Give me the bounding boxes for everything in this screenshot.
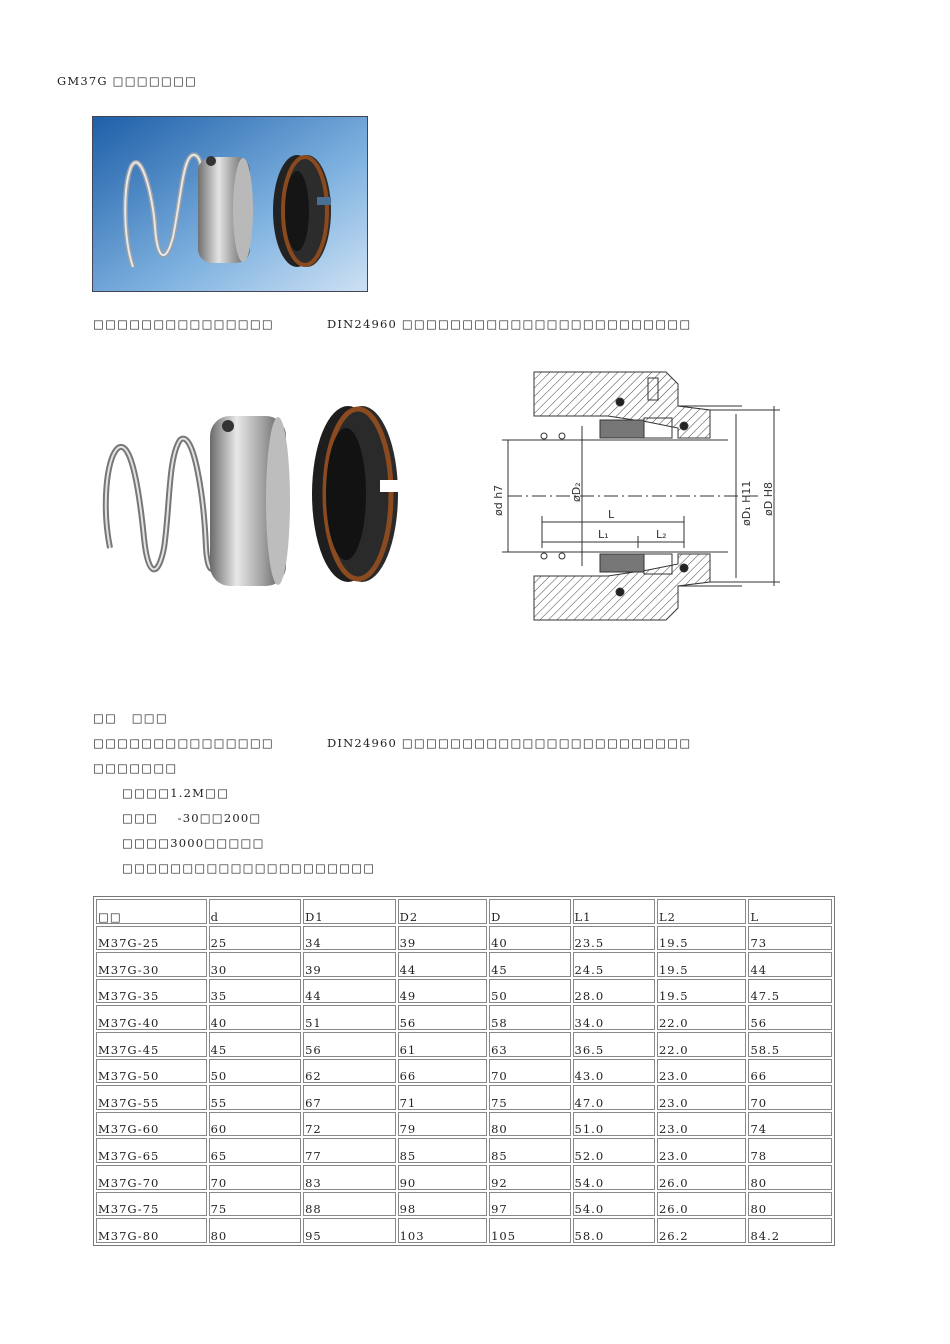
table-cell: 23.0 (657, 1085, 746, 1110)
table-cell: 47.0 (573, 1085, 655, 1110)
table-cell: 77 (303, 1138, 396, 1163)
table-row (96, 926, 832, 951)
table-cell: M37G-60 (96, 1112, 207, 1137)
table-cell: 95 (303, 1218, 396, 1243)
params-heading: □□□□□□□ (93, 761, 178, 775)
table-cell: 71 (398, 1085, 487, 1110)
table-cell: 78 (748, 1138, 832, 1163)
table-row (96, 1005, 832, 1030)
table-cell: 28.0 (573, 979, 655, 1004)
table-cell: 19.5 (657, 952, 746, 977)
label-d2: øD₂ (570, 482, 583, 502)
table-cell: M37G-35 (96, 979, 207, 1004)
table-cell: M37G-70 (96, 1165, 207, 1190)
table-cell: 44 (398, 952, 487, 977)
table-cell: M37G-80 (96, 1218, 207, 1243)
label-l1: L₁ (598, 528, 609, 541)
table-cell: 98 (398, 1192, 487, 1217)
header-cell: L (748, 899, 832, 924)
table-cell: 85 (489, 1138, 570, 1163)
table-cell: M37G-45 (96, 1032, 207, 1057)
param-speed: □□□□3000□□□□□ (122, 836, 265, 850)
table-cell: 60 (209, 1112, 302, 1137)
table-cell: 54.0 (573, 1192, 655, 1217)
table-cell: 23.0 (657, 1138, 746, 1163)
table-row (96, 1112, 832, 1137)
table-cell: 97 (489, 1192, 570, 1217)
table-row (96, 1138, 832, 1163)
table-cell: 55 (209, 1085, 302, 1110)
table-row (96, 1032, 832, 1057)
header-cell: d (209, 899, 302, 924)
table-cell: 50 (209, 1059, 302, 1084)
table-cell: 85 (398, 1138, 487, 1163)
table-cell: 49 (398, 979, 487, 1004)
table-cell: 61 (398, 1032, 487, 1057)
product-photo-white (100, 398, 420, 598)
table-cell: 43.0 (573, 1059, 655, 1084)
table-cell: 34.0 (573, 1005, 655, 1030)
param-pressure: □□□□1.2M□□ (122, 786, 230, 800)
table-cell: 44 (303, 979, 396, 1004)
header-cell: L2 (657, 899, 746, 924)
header-cell: D (489, 899, 570, 924)
table-cell: 92 (489, 1165, 570, 1190)
table-cell: 56 (398, 1005, 487, 1030)
table-cell: 23.0 (657, 1059, 746, 1084)
table-cell: 26.2 (657, 1218, 746, 1243)
table-cell: 73 (748, 926, 832, 951)
table-cell: 52.0 (573, 1138, 655, 1163)
table-cell: 45 (489, 952, 570, 977)
spec-table (93, 896, 835, 1246)
table-cell: 105 (489, 1218, 570, 1243)
table-cell: 80 (209, 1218, 302, 1243)
table-cell: 70 (209, 1165, 302, 1190)
table-cell: 72 (303, 1112, 396, 1137)
table-cell: 80 (748, 1192, 832, 1217)
table-cell: 70 (489, 1059, 570, 1084)
table-cell: 36.5 (573, 1032, 655, 1057)
table-cell: 103 (398, 1218, 487, 1243)
table-cell: 67 (303, 1085, 396, 1110)
table-cell: 56 (303, 1032, 396, 1057)
table-cell: 26.0 (657, 1192, 746, 1217)
product-photo-blue (92, 116, 368, 292)
table-cell: 40 (489, 926, 570, 951)
table-cell: 30 (209, 952, 302, 977)
param-media: □□□□□□□□□□□□□□□□□□□□□ (122, 861, 376, 875)
table-cell: 19.5 (657, 979, 746, 1004)
section-heading: □□ □□□ (93, 711, 168, 725)
table-row (96, 1165, 832, 1190)
table-cell: M37G-25 (96, 926, 207, 951)
table-cell: 80 (489, 1112, 570, 1137)
table-cell: M37G-75 (96, 1192, 207, 1217)
label-l2: L₂ (656, 528, 667, 541)
table-cell: 35 (209, 979, 302, 1004)
table-cell: 75 (209, 1192, 302, 1217)
table-cell: 79 (398, 1112, 487, 1137)
label-l: L (608, 508, 615, 521)
label-d1: øD₁ H11 (740, 480, 753, 526)
header-cell: □□ (96, 899, 207, 924)
header-cell: L1 (573, 899, 655, 924)
table-cell: 40 (209, 1005, 302, 1030)
table-cell: 19.5 (657, 926, 746, 951)
table-cell: 58.5 (748, 1032, 832, 1057)
table-cell: 90 (398, 1165, 487, 1190)
table-row (96, 979, 832, 1004)
table-cell: 75 (489, 1085, 570, 1110)
table-row (96, 1059, 832, 1084)
header-cell: D2 (398, 899, 487, 924)
table-cell: 24.5 (573, 952, 655, 977)
table-cell: 88 (303, 1192, 396, 1217)
table-cell: 44 (748, 952, 832, 977)
table-cell: 65 (209, 1138, 302, 1163)
table-cell: 23.0 (657, 1112, 746, 1137)
table-cell: 50 (489, 979, 570, 1004)
table-cell: 47.5 (748, 979, 832, 1004)
table-cell: 39 (398, 926, 487, 951)
table-cell: 84.2 (748, 1218, 832, 1243)
table-cell: 26.0 (657, 1165, 746, 1190)
table-cell: 66 (398, 1059, 487, 1084)
table-cell: 25 (209, 926, 302, 951)
table-cell: M37G-40 (96, 1005, 207, 1030)
photo-caption-left: □□□□□□□□□□□□□□□ (93, 317, 274, 331)
table-cell: 51.0 (573, 1112, 655, 1137)
table-cell: 66 (748, 1059, 832, 1084)
table-cell: 83 (303, 1165, 396, 1190)
table-cell: 54.0 (573, 1165, 655, 1190)
table-row (96, 952, 832, 977)
label-big-d: øD H8 (762, 482, 775, 516)
table-cell: 63 (489, 1032, 570, 1057)
label-d: ød h7 (492, 484, 505, 516)
table-cell: 51 (303, 1005, 396, 1030)
table-cell: 58.0 (573, 1218, 655, 1243)
table-cell: 62 (303, 1059, 396, 1084)
table-cell: 22.0 (657, 1005, 746, 1030)
table-cell: 23.5 (573, 926, 655, 951)
table-header-row (96, 899, 832, 924)
table-row (96, 1192, 832, 1217)
photo-caption-right: DIN24960 □□□□□□□□□□□□□□□□□□□□□□□□ (327, 317, 692, 331)
section-line-right: DIN24960 □□□□□□□□□□□□□□□□□□□□□□□□ (327, 736, 692, 750)
table-cell: 58 (489, 1005, 570, 1030)
table-cell: 39 (303, 952, 396, 977)
table-cell: M37G-30 (96, 952, 207, 977)
table-cell: 22.0 (657, 1032, 746, 1057)
table-cell: 56 (748, 1005, 832, 1030)
table-cell: 34 (303, 926, 396, 951)
table-cell: M37G-65 (96, 1138, 207, 1163)
table-cell: 74 (748, 1112, 832, 1137)
header-cell: D1 (303, 899, 396, 924)
technical-drawing (488, 366, 788, 628)
param-temperature: □□□ -30□□200□ (122, 811, 262, 825)
table-row (96, 1085, 832, 1110)
section-line-left: □□□□□□□□□□□□□□□ (93, 736, 274, 750)
table-cell: M37G-50 (96, 1059, 207, 1084)
table-cell: 45 (209, 1032, 302, 1057)
table-cell: 80 (748, 1165, 832, 1190)
table-row (96, 1218, 832, 1243)
page-title: GM37G □□□□□□□ (57, 74, 198, 88)
table-cell: 70 (748, 1085, 832, 1110)
table-cell: M37G-55 (96, 1085, 207, 1110)
